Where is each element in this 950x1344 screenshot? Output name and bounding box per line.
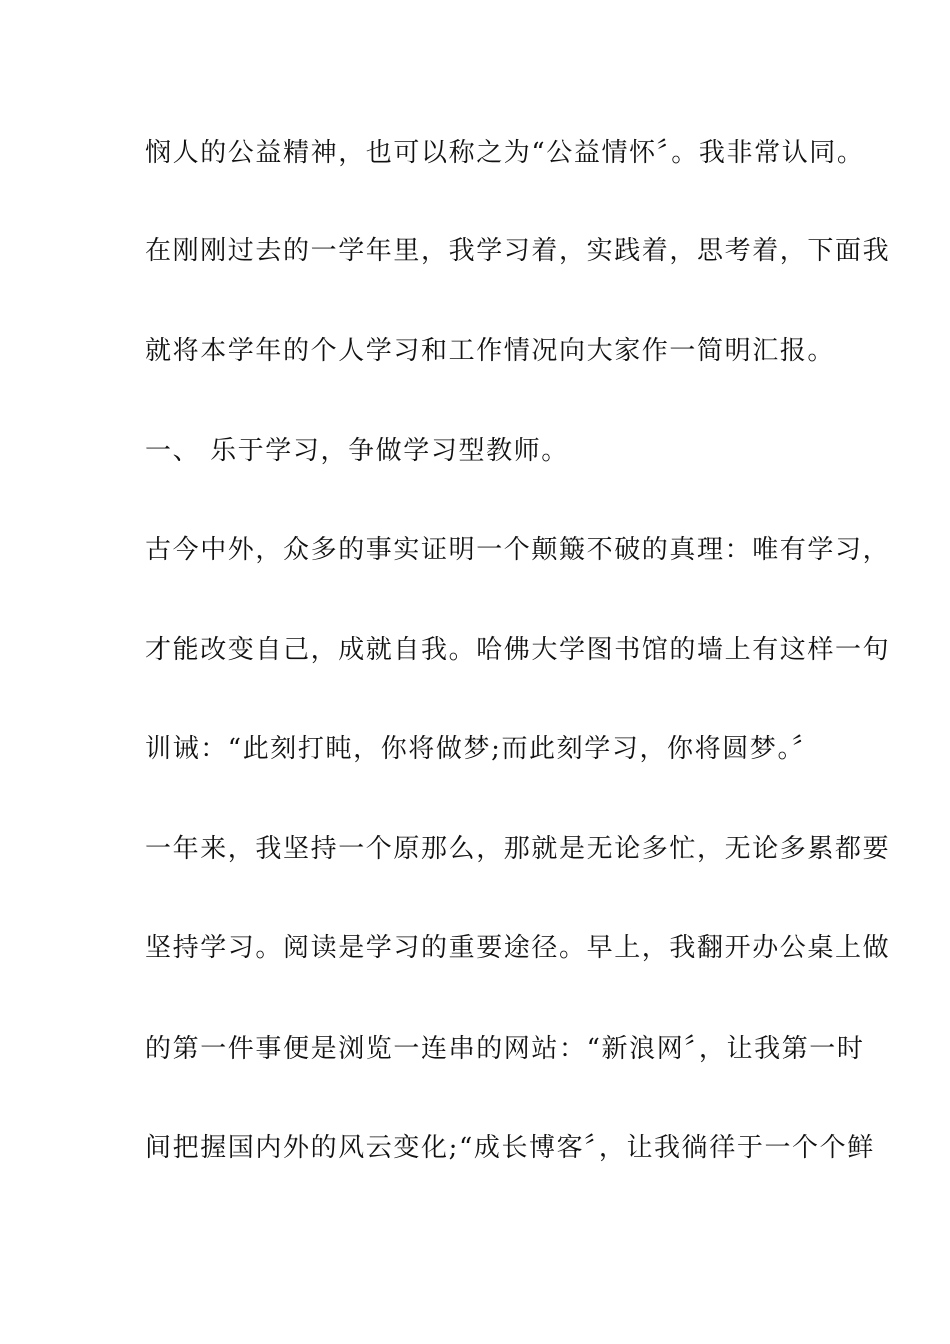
section-heading: 一、 乐于学习，争做学习型教师。	[145, 436, 569, 466]
text-line-2: 在刚刚过去的一学年里，我学习着，实践着，思考着，下面我	[145, 236, 891, 266]
text-line-5: 古今中外，众多的事实证明一个颠簸不破的真理：唯有学习，	[145, 535, 891, 565]
text-line-7: 训诫：“此刻打盹，你将做梦;而此刻学习，你将圆梦。〞	[145, 734, 820, 764]
text-line-1: 悯人的公益精神，也可以称之为“公益情怀〞。我非常认同。	[145, 138, 865, 168]
text-line-10: 的第一件事便是浏览一连串的网站：“新浪网〞，让我第一时	[145, 1034, 865, 1064]
text-line-6: 才能改变自己，成就自我。哈佛大学图书馆的墙上有这样一句	[145, 635, 891, 665]
text-line-8: 一年来，我坚持一个原那么，那就是无论多忙，无论多累都要	[145, 834, 891, 864]
text-line-9: 坚持学习。阅读是学习的重要途径。早上，我翻开办公桌上做	[145, 933, 891, 963]
text-line-11: 间把握国内外的风云变化;“成长博客〞，让我徜徉于一个个鲜	[145, 1133, 875, 1163]
text-line-3: 就将本学年的个人学习和工作情况向大家作一简明汇报。	[145, 336, 836, 366]
